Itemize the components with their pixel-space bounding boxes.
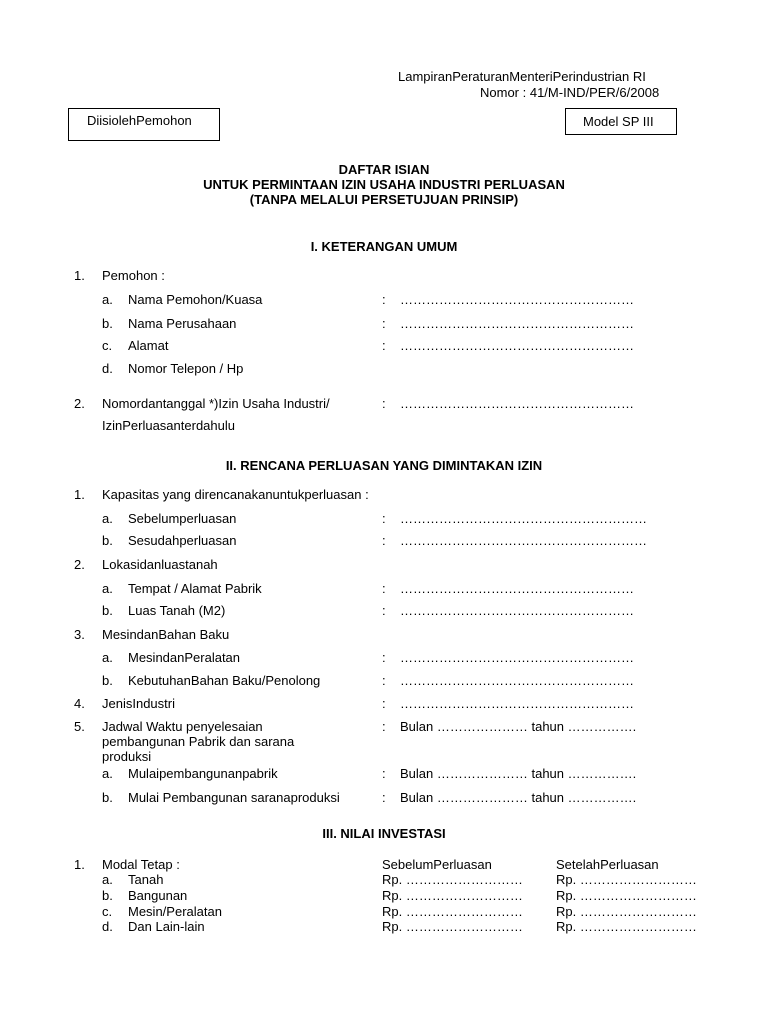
applicant-fill-box xyxy=(68,108,220,141)
s2-item2-sub-a-letter: a. xyxy=(102,581,113,596)
s1-sub-c-letter: c. xyxy=(102,338,113,353)
s3-row-d-label: Dan Lain-lain xyxy=(128,919,205,934)
s2-item3-sub-a-colon: : xyxy=(382,650,386,665)
s1-sub-c-colon: : xyxy=(382,338,386,353)
s2-item1-sub-b-letter: b. xyxy=(102,533,113,548)
s2-item3-label: MesindanBahan Baku xyxy=(102,627,230,642)
model-box-label: Model SP III xyxy=(583,114,654,129)
s1-item2-num: 2. xyxy=(74,396,85,411)
s2-item5-sub-a-label: Mulaipembangunanpabrik xyxy=(128,766,278,781)
s2-item3-sub-a-label: MesindanPeralatan xyxy=(128,650,241,665)
s1-sub-d-label: Nomor Telepon / Hp xyxy=(128,361,244,376)
s3-row-d-after[interactable]: Rp. ……………………… xyxy=(556,919,697,934)
section-2-heading: II. RENCANA PERLUASAN YANG DIMINTAKAN IZIN xyxy=(225,458,543,473)
s2-item2-sub-a-value[interactable]: ……………………………………………… xyxy=(400,581,634,596)
s1-sub-c-label: Alamat xyxy=(128,338,169,353)
s2-item4-value[interactable]: ……………………………………………… xyxy=(400,696,634,711)
s2-item5-value[interactable]: Bulan ………………… tahun ……………. xyxy=(400,719,637,734)
s1-sub-a-colon: : xyxy=(382,292,386,307)
title-line-2: UNTUK PERMINTAAN IZIN USAHA INDUSTRI PERLUASAN xyxy=(203,177,565,192)
header-line-1: LampiranPeraturanMenteriPerindustrian RI xyxy=(398,69,646,84)
s2-item5-label-3: produksi xyxy=(102,749,152,764)
s2-item3-sub-a-letter: a. xyxy=(102,650,113,665)
s3-row-a-letter: a. xyxy=(102,872,113,887)
s1-item1-num: 1. xyxy=(74,268,85,283)
s2-item3-sub-b-colon: : xyxy=(382,673,386,688)
s3-row-c-letter: c. xyxy=(102,904,113,919)
s3-row-d-letter: d. xyxy=(102,919,113,934)
s2-item2-label: Lokasidanluastanah xyxy=(102,557,218,572)
s2-item1-sub-a-value[interactable]: ………………………………………………… xyxy=(400,511,647,526)
section-1-heading: I. KETERANGAN UMUM xyxy=(310,239,458,254)
s2-item5-sub-b-value[interactable]: Bulan ………………… tahun ……………. xyxy=(400,790,637,805)
model-box xyxy=(565,108,677,135)
s1-sub-b-label: Nama Perusahaan xyxy=(128,316,237,331)
s2-item1-sub-b-value[interactable]: ………………………………………………… xyxy=(400,533,647,548)
s3-row-d-before[interactable]: Rp. ……………………… xyxy=(382,919,523,934)
s3-item1-label: Modal Tetap : xyxy=(102,857,180,872)
s1-sub-a-value[interactable]: ……………………………………………… xyxy=(400,292,634,307)
s2-item5-sub-b-letter: b. xyxy=(102,790,113,805)
title-line-1: DAFTAR ISIAN xyxy=(338,162,430,177)
s2-item5-label-1: Jadwal Waktu penyelesaian xyxy=(102,719,263,734)
s1-sub-b-value[interactable]: ……………………………………………… xyxy=(400,316,634,331)
s1-item1-label: Pemohon : xyxy=(102,268,165,283)
s1-item2-label-1: Nomordantanggal *)Izin Usaha Industri/ xyxy=(102,396,330,411)
s2-item3-sub-b-value[interactable]: ……………………………………………… xyxy=(400,673,634,688)
s2-item5-sub-a-letter: a. xyxy=(102,766,113,781)
s3-row-a-label: Tanah xyxy=(128,872,164,887)
s1-sub-d-letter: d. xyxy=(102,361,113,376)
s2-item2-sub-a-label: Tempat / Alamat Pabrik xyxy=(128,581,262,596)
s3-item1-num: 1. xyxy=(74,857,85,872)
s2-item1-sub-a-label: Sebelumperluasan xyxy=(128,511,237,526)
s2-item5-sub-b-colon: : xyxy=(382,790,386,805)
s2-item2-sub-b-colon: : xyxy=(382,603,386,618)
s2-item3-num: 3. xyxy=(74,627,85,642)
s2-item5-colon: : xyxy=(382,719,386,734)
s3-row-a-before[interactable]: Rp. ……………………… xyxy=(382,872,523,887)
s1-sub-b-colon: : xyxy=(382,316,386,331)
s3-row-b-letter: b. xyxy=(102,888,113,903)
s1-item2-value[interactable]: ……………………………………………… xyxy=(400,396,634,411)
header-line-2: Nomor : 41/M-IND/PER/6/2008 xyxy=(480,85,660,100)
s2-item1-sub-b-label: Sesudahperluasan xyxy=(128,533,237,548)
s2-item5-sub-a-value[interactable]: Bulan ………………… tahun ……………. xyxy=(400,766,637,781)
s2-item4-label: JenisIndustri xyxy=(102,696,175,711)
s2-item1-sub-b-colon: : xyxy=(382,533,386,548)
s3-col-after-header: SetelahPerluasan xyxy=(556,857,659,872)
s2-item5-num: 5. xyxy=(74,719,85,734)
applicant-fill-box-label: DiisiolehPemohon xyxy=(87,113,192,128)
s2-item5-sub-a-colon: : xyxy=(382,766,386,781)
s3-col-before-header: SebelumPerluasan xyxy=(382,857,492,872)
s2-item3-sub-b-label: KebutuhanBahan Baku/Penolong xyxy=(128,673,321,688)
s3-row-c-after[interactable]: Rp. ……………………… xyxy=(556,904,697,919)
s1-item2-label-2: IzinPerluasanterdahulu xyxy=(102,418,235,433)
s1-sub-c-value[interactable]: ……………………………………………… xyxy=(400,338,634,353)
s3-row-b-after[interactable]: Rp. ……………………… xyxy=(556,888,697,903)
s1-sub-b-letter: b. xyxy=(102,316,113,331)
title-line-3: (TANPA MELALUI PERSETUJUAN PRINSIP) xyxy=(249,192,519,207)
s2-item2-sub-b-value[interactable]: ……………………………………………… xyxy=(400,603,634,618)
s1-sub-a-letter: a. xyxy=(102,292,113,307)
s2-item2-num: 2. xyxy=(74,557,85,572)
s2-item2-sub-b-letter: b. xyxy=(102,603,113,618)
s1-sub-a-label: Nama Pemohon/Kuasa xyxy=(128,292,263,307)
s2-item4-num: 4. xyxy=(74,696,85,711)
s2-item1-sub-a-letter: a. xyxy=(102,511,113,526)
s2-item1-num: 1. xyxy=(74,487,85,502)
s2-item4-colon: : xyxy=(382,696,386,711)
section-3-heading: III. NILAI INVESTASI xyxy=(322,826,446,841)
s3-row-b-before[interactable]: Rp. ……………………… xyxy=(382,888,523,903)
s2-item5-sub-b-label: Mulai Pembangunan saranaproduksi xyxy=(128,790,340,805)
s2-item3-sub-b-letter: b. xyxy=(102,673,113,688)
s2-item2-sub-a-colon: : xyxy=(382,581,386,596)
s2-item1-sub-a-colon: : xyxy=(382,511,386,526)
s3-row-b-label: Bangunan xyxy=(128,888,188,903)
s2-item5-label-2: pembangunan Pabrik dan sarana xyxy=(102,734,295,749)
s2-item2-sub-b-label: Luas Tanah (M2) xyxy=(128,603,226,618)
s3-row-a-after[interactable]: Rp. ……………………… xyxy=(556,872,697,887)
s3-row-c-before[interactable]: Rp. ……………………… xyxy=(382,904,523,919)
s1-item2-colon: : xyxy=(382,396,386,411)
s2-item1-label: Kapasitas yang direncanakanuntukperluasan : xyxy=(102,487,369,502)
s2-item3-sub-a-value[interactable]: ……………………………………………… xyxy=(400,650,634,665)
s3-row-c-label: Mesin/Peralatan xyxy=(128,904,222,919)
